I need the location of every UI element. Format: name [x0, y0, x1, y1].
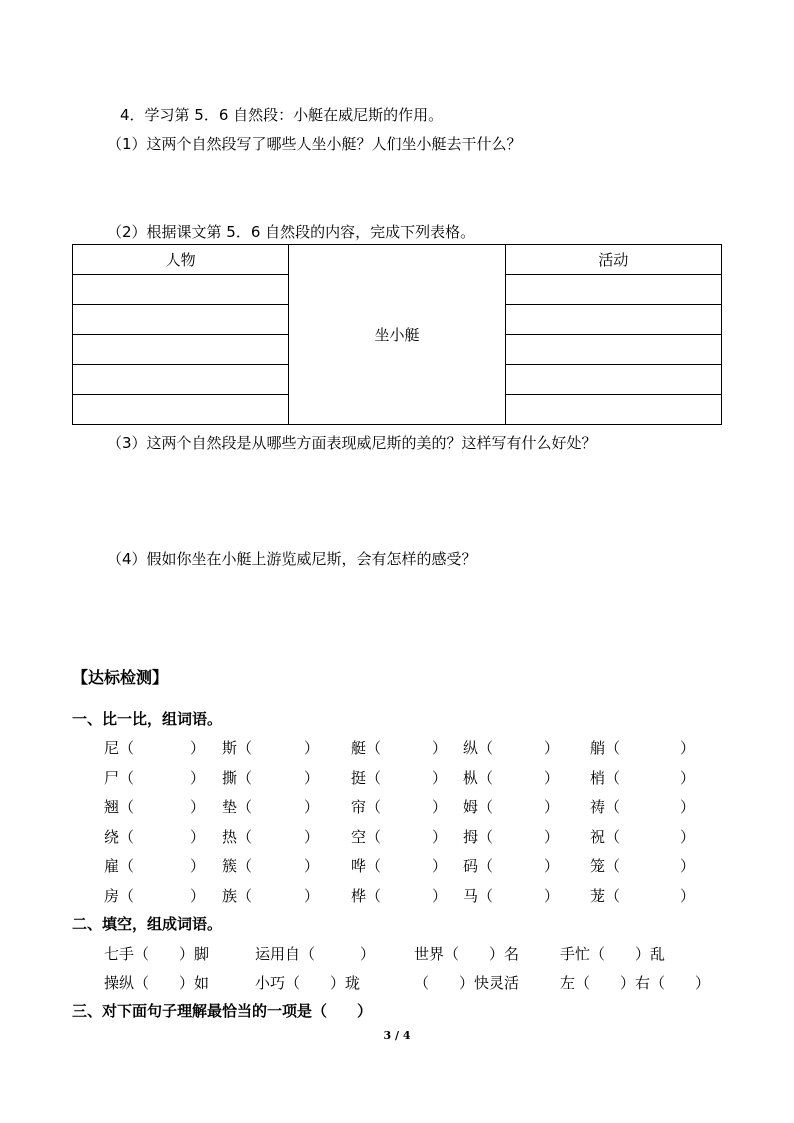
- fill-item: 运用自（ ）: [255, 945, 376, 963]
- section-title: 【达标检测】: [72, 668, 169, 687]
- compare-char: 梢（: [590, 768, 621, 787]
- table-cell-activity[interactable]: [505, 395, 721, 425]
- compare-char: 空（: [351, 827, 382, 846]
- compare-char: 尸（: [104, 768, 135, 787]
- fill-item: 左（ ）右（ ）: [560, 974, 711, 992]
- compare-blank-close[interactable]: ）: [432, 857, 448, 875]
- question-4-sub-4: （4）假如你坐在小艇上游览威尼斯，会有怎样的感受？: [107, 550, 477, 568]
- compare-blank-close[interactable]: ）: [190, 827, 206, 846]
- compare-blank-close[interactable]: ）: [190, 798, 206, 816]
- table-header-people: 人物: [73, 245, 289, 275]
- question-4-sub-3: （3）这两个自然段是从哪些方面表现威尼斯的美的？这样写有什么好处？: [107, 434, 597, 452]
- compare-blank-close[interactable]: ）: [680, 857, 696, 875]
- compare-char: 房（: [104, 886, 135, 905]
- compare-char: 艄（: [590, 739, 621, 757]
- table-cell-activity[interactable]: [505, 335, 721, 365]
- table-cell-activity[interactable]: [505, 275, 721, 305]
- compare-char: 雇（: [104, 857, 135, 875]
- table-cell-people[interactable]: [73, 395, 289, 425]
- compare-char: 翘（: [104, 798, 135, 816]
- compare-blank-close[interactable]: ）: [544, 827, 560, 846]
- compare-blank-close[interactable]: ）: [432, 768, 448, 787]
- compare-char: 拇（: [463, 827, 494, 846]
- question-4-heading: 4．学习第 5．6 自然段：小艇在威尼斯的作用。: [120, 106, 444, 124]
- compare-char: 撕（: [222, 768, 253, 787]
- compare-char: 祷（: [590, 798, 621, 816]
- part1-title: 一、比一比，组词语。: [72, 710, 223, 728]
- compare-char: 姆（: [463, 798, 494, 816]
- compare-char: 哗（: [351, 857, 382, 875]
- compare-blank-close[interactable]: ）: [544, 886, 560, 905]
- compare-blank-close[interactable]: ）: [680, 768, 696, 787]
- table-cell-people[interactable]: [73, 365, 289, 395]
- compare-blank-close[interactable]: ）: [544, 739, 560, 757]
- compare-blank-close[interactable]: ）: [432, 886, 448, 905]
- compare-blank-close[interactable]: ）: [304, 798, 320, 816]
- compare-char: 纵（: [463, 739, 494, 757]
- compare-blank-close[interactable]: ）: [432, 827, 448, 846]
- page-number: 3 / 4: [383, 1029, 411, 1042]
- compare-char: 祝（: [590, 827, 621, 846]
- fill-item: 操纵（ ）如: [104, 974, 210, 992]
- compare-blank-close[interactable]: ）: [432, 739, 448, 757]
- compare-char: 斯（: [222, 739, 253, 757]
- compare-char: 茏（: [590, 886, 621, 905]
- table-cell-people[interactable]: [73, 305, 289, 335]
- table-cell-activity[interactable]: [505, 305, 721, 335]
- compare-blank-close[interactable]: ）: [190, 768, 206, 787]
- compare-blank-close[interactable]: ）: [190, 886, 206, 905]
- fill-item: 世界（ ）名: [414, 945, 520, 963]
- fill-item: 手忙（ ）乱: [560, 945, 666, 963]
- table-cell-people[interactable]: [73, 335, 289, 365]
- question-4-sub-2: （2）根据课文第 5．6 自然段的内容，完成下列表格。: [107, 223, 476, 241]
- compare-char: 热（: [222, 827, 253, 846]
- compare-char: 笼（: [590, 857, 621, 875]
- compare-blank-close[interactable]: ）: [190, 739, 206, 757]
- compare-char: 枞（: [463, 768, 494, 787]
- compare-blank-close[interactable]: ）: [680, 886, 696, 905]
- compare-char: 垫（: [222, 798, 253, 816]
- compare-char: 艇（: [351, 739, 382, 757]
- compare-blank-close[interactable]: ）: [544, 857, 560, 875]
- compare-char: 帘（: [351, 798, 382, 816]
- compare-blank-close[interactable]: ）: [304, 739, 320, 757]
- part2-title: 二、填空，组成词语。: [72, 915, 223, 933]
- compare-blank-close[interactable]: ）: [544, 768, 560, 787]
- compare-char: 桦（: [351, 886, 382, 905]
- table-cell-people[interactable]: [73, 275, 289, 305]
- compare-blank-close[interactable]: ）: [544, 798, 560, 816]
- fill-item: 小巧（ ）珑: [255, 974, 361, 992]
- compare-blank-close[interactable]: ）: [304, 886, 320, 905]
- compare-blank-close[interactable]: ）: [680, 827, 696, 846]
- compare-char: 族（: [222, 886, 253, 905]
- people-activity-table: [72, 244, 722, 425]
- fill-item: （ ）快灵活: [414, 974, 520, 992]
- compare-blank-close[interactable]: ）: [304, 857, 320, 875]
- table-header-activity: 活动: [505, 245, 721, 275]
- table-cell-activity[interactable]: [505, 365, 721, 395]
- compare-blank-close[interactable]: ）: [304, 827, 320, 846]
- compare-blank-close[interactable]: ）: [304, 768, 320, 787]
- compare-blank-close[interactable]: ）: [432, 798, 448, 816]
- compare-char: 尼（: [104, 739, 135, 757]
- question-4-sub-1: （1）这两个自然段写了哪些人坐小艇？人们坐小艇去干什么？: [107, 135, 522, 153]
- compare-blank-close[interactable]: ）: [680, 798, 696, 816]
- compare-char: 码（: [463, 857, 494, 875]
- compare-char: 簇（: [222, 857, 253, 875]
- compare-char: 马（: [463, 886, 494, 905]
- compare-blank-close[interactable]: ）: [680, 739, 696, 757]
- compare-char: 挺（: [351, 768, 382, 787]
- part3-title: 三、对下面句子理解最恰当的一项是（ ）: [72, 1002, 373, 1020]
- fill-item: 七手（ ）脚: [104, 945, 210, 963]
- compare-char: 绕（: [104, 827, 135, 846]
- compare-blank-close[interactable]: ）: [190, 857, 206, 875]
- table-middle-cell: 坐小艇: [289, 245, 505, 425]
